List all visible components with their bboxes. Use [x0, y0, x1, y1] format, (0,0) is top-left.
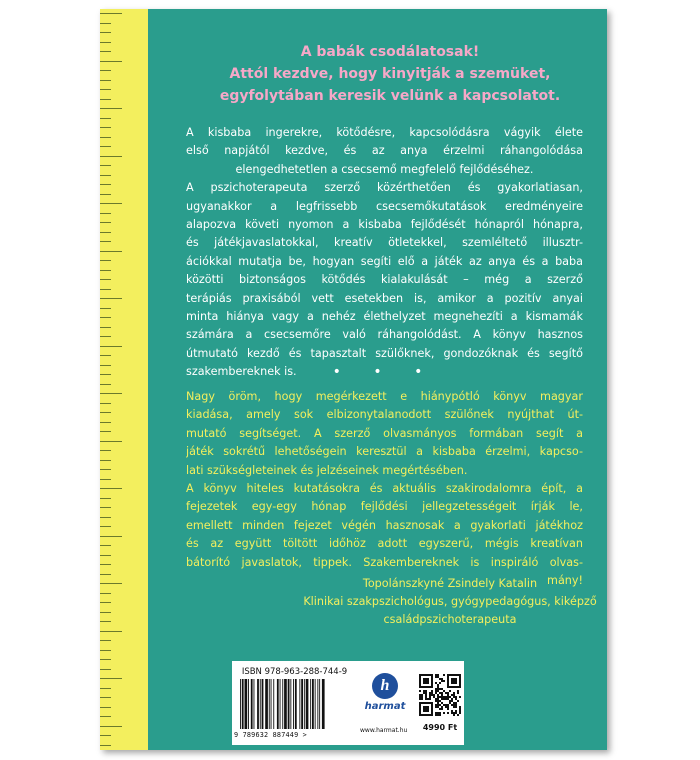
ruler-tick — [100, 545, 111, 546]
ruler-tick — [100, 118, 111, 119]
description-line: minta hiánya vagy a nehéz élethelyzet megnehezíti a kismamák — [186, 310, 583, 324]
description-line: első napjától kezdve, és az anya érzelmi ráhangolódása — [186, 144, 583, 158]
ruler-tick — [100, 507, 111, 508]
description-line: alapozva követi nyomon a kisbaba fejlődését hónapról hónapra, — [186, 218, 583, 232]
description-line: és játékjavaslatokkal, kreatív ötletekkel, szemléltető illusztr- — [186, 236, 583, 250]
ruler-tick — [100, 308, 111, 309]
ruler-tick — [100, 688, 111, 689]
ruler-tick — [100, 156, 122, 157]
ruler-tick — [100, 80, 111, 81]
ruler-tick — [100, 70, 111, 71]
reviewer-title: családpszichoterapeuta — [383, 613, 517, 626]
ruler-tick — [100, 726, 122, 727]
ruler-tick — [100, 650, 111, 651]
ruler-tick — [100, 631, 122, 632]
review-quote — [186, 388, 583, 590]
description-line: ugyanakkor a legfrissebb csecsemőkutatások eredményeire — [186, 199, 583, 213]
ruler-tick — [100, 298, 122, 299]
ruler-tick — [100, 526, 111, 527]
ruler-tick — [100, 422, 111, 423]
ruler-tick — [100, 336, 111, 337]
ruler-tick — [100, 289, 111, 290]
description-line: A kisbaba ingerekre, kötődésre, kapcsolódásra vágyik élete — [186, 126, 583, 139]
ruler-tick — [100, 593, 111, 594]
reviewer-title: Klinikai szakpszichológus, gyógypedagógus, kiképző — [303, 595, 597, 608]
ruler-tick — [100, 99, 111, 100]
ruler-tick — [100, 612, 111, 613]
ruler-tick — [100, 697, 111, 698]
ruler-tick — [100, 450, 111, 451]
ruler-tick — [100, 146, 111, 147]
ruler-tick — [100, 536, 122, 537]
ruler-tick — [100, 621, 111, 622]
review-line: fejezetek egy-egy hónap fejlődési jellegzetességeit írják le, — [186, 500, 583, 514]
ruler-tick — [100, 498, 111, 499]
book-description — [186, 124, 583, 382]
ruler-tick — [100, 251, 122, 252]
ruler-tick — [100, 441, 122, 442]
publisher-logo — [360, 673, 410, 712]
review-signature — [240, 575, 607, 629]
ruler-tick — [100, 583, 122, 584]
ruler-tick — [100, 716, 111, 717]
ruler-tick — [100, 479, 111, 480]
ruler-tick — [100, 13, 122, 14]
review-line: bátorító javaslatok, tippek. Szakembereknek is inspiráló olvas- — [186, 555, 583, 569]
ruler-tick — [100, 317, 111, 318]
isbn-label: ISBN 978-963-288-744-9 — [241, 667, 348, 677]
ruler-tick — [100, 184, 111, 185]
ruler-tick — [100, 555, 111, 556]
ruler-tick — [100, 165, 111, 166]
ruler-tick — [100, 669, 111, 670]
ruler-tick — [100, 270, 111, 271]
ruler-tick — [100, 431, 111, 432]
description-line: útmutató kezdő és tapasztalt szülőknek, gondozóknak és segítő — [186, 346, 583, 360]
ruler-tick — [100, 365, 111, 366]
headline-line: egyfolytában keresik velünk a kapcsolatot. — [219, 88, 561, 104]
description-line: elengedhetetlen a csecsemő megfelelő fejlődéséhez. — [235, 162, 534, 176]
review-line: mutató segítséget. A szerző olvasmányos formában segít a — [186, 426, 583, 440]
ruler-tick — [100, 327, 111, 328]
ruler-tick — [100, 659, 111, 660]
ruler-tick — [100, 108, 122, 109]
ruler-tick — [100, 213, 111, 214]
ruler-tick — [100, 574, 111, 575]
ruler-tick — [100, 232, 111, 233]
ruler-tick — [100, 346, 122, 347]
book-back-cover — [100, 9, 607, 750]
ruler-tick — [100, 61, 122, 62]
ruler-tick — [100, 412, 111, 413]
ruler-tick — [100, 355, 111, 356]
ruler-tick — [100, 403, 111, 404]
description-line: számára a csecsemőre való ráhangolódást. A könyv hasznos — [186, 328, 583, 342]
headline-line: Attól kezdve, hogy kinyitják a szemüket, — [229, 66, 551, 82]
ruler-tick — [100, 517, 111, 518]
description-line: A pszichoterapeuta szerző közérthetően és gyakorlatiasan, — [186, 181, 583, 195]
ruler-tick — [100, 735, 111, 736]
ruler-tick — [100, 678, 122, 679]
ruler-tick — [100, 42, 111, 43]
ruler-tick — [100, 32, 111, 33]
review-line: mány! — [547, 574, 583, 588]
ruler-strip — [100, 9, 148, 750]
ruler-tick — [100, 175, 111, 176]
description-line: terápiás praxisából vett esetekben is, amikor a pozitív anyai — [186, 291, 583, 305]
ruler-tick — [100, 460, 111, 461]
review-line: játék sokrétű lehetőségein keresztül a kisbaba érzelmi, kapcso- — [186, 445, 583, 459]
reviewer-name: Topolánszkyné Zsindely Katalin — [362, 577, 538, 590]
review-line: lati szükségleteinek és jelzéseinek megértésében. — [186, 463, 468, 477]
publisher-website: www.harmat.hu — [360, 727, 408, 734]
description-line: közötti biztonságos kötődés kialakulását – még a szerző — [186, 273, 583, 287]
ruler-tick — [100, 602, 111, 603]
ruler-tick — [100, 23, 111, 24]
ruler-tick — [100, 260, 111, 261]
barcode-digits: 9 789632 887449 > — [234, 731, 307, 739]
section-separator: • • • — [332, 364, 437, 380]
ruler-tick — [100, 127, 111, 128]
headline-line: A babák csodálatosak! — [300, 44, 480, 60]
ruler-tick — [100, 51, 111, 52]
description-line: szakembereknek is. — [186, 365, 297, 379]
ruler-tick — [100, 564, 111, 565]
qr-code-icon — [418, 673, 462, 717]
barcode-panel — [232, 661, 464, 745]
ruler-tick — [100, 203, 122, 204]
price-label: 4990 Ft — [422, 723, 458, 732]
ruler-tick — [100, 469, 111, 470]
ruler-tick — [100, 384, 111, 385]
ruler-tick — [100, 640, 111, 641]
review-line: és az együtt töltött időhöz adott egyszerű, mégis kreatívan — [186, 537, 583, 551]
description-line: ációkkal mutatja be, hogyan segíti elő a játék az anya és a baba — [186, 254, 583, 268]
ruler-tick — [100, 393, 122, 394]
review-line: kiadása, amely sok elbizonytalanodott szülőnek nyújthat út- — [186, 408, 583, 422]
ruler-tick — [100, 374, 111, 375]
review-line: A könyv hiteles kutatásokra és aktuális szakirodalomra épít, a — [186, 482, 583, 496]
ruler-tick — [100, 745, 111, 746]
publisher-logo-icon: h — [372, 673, 398, 699]
ruler-tick — [100, 194, 111, 195]
ruler-tick — [100, 279, 111, 280]
ruler-tick — [100, 89, 111, 90]
publisher-name: harmat — [364, 701, 406, 712]
review-line: Nagy öröm, hogy megérkezett e hiánypótló könyv magyar — [186, 390, 583, 403]
ruler-tick — [100, 488, 122, 489]
headline — [190, 41, 590, 107]
ruler-tick — [100, 137, 111, 138]
ruler-tick — [100, 707, 111, 708]
review-line: emellett minden fejezet végén hasznosak a gyakorlati játékhoz — [186, 518, 583, 532]
ruler-tick — [100, 241, 111, 242]
ruler-tick — [100, 222, 111, 223]
barcode-image — [236, 679, 356, 731]
